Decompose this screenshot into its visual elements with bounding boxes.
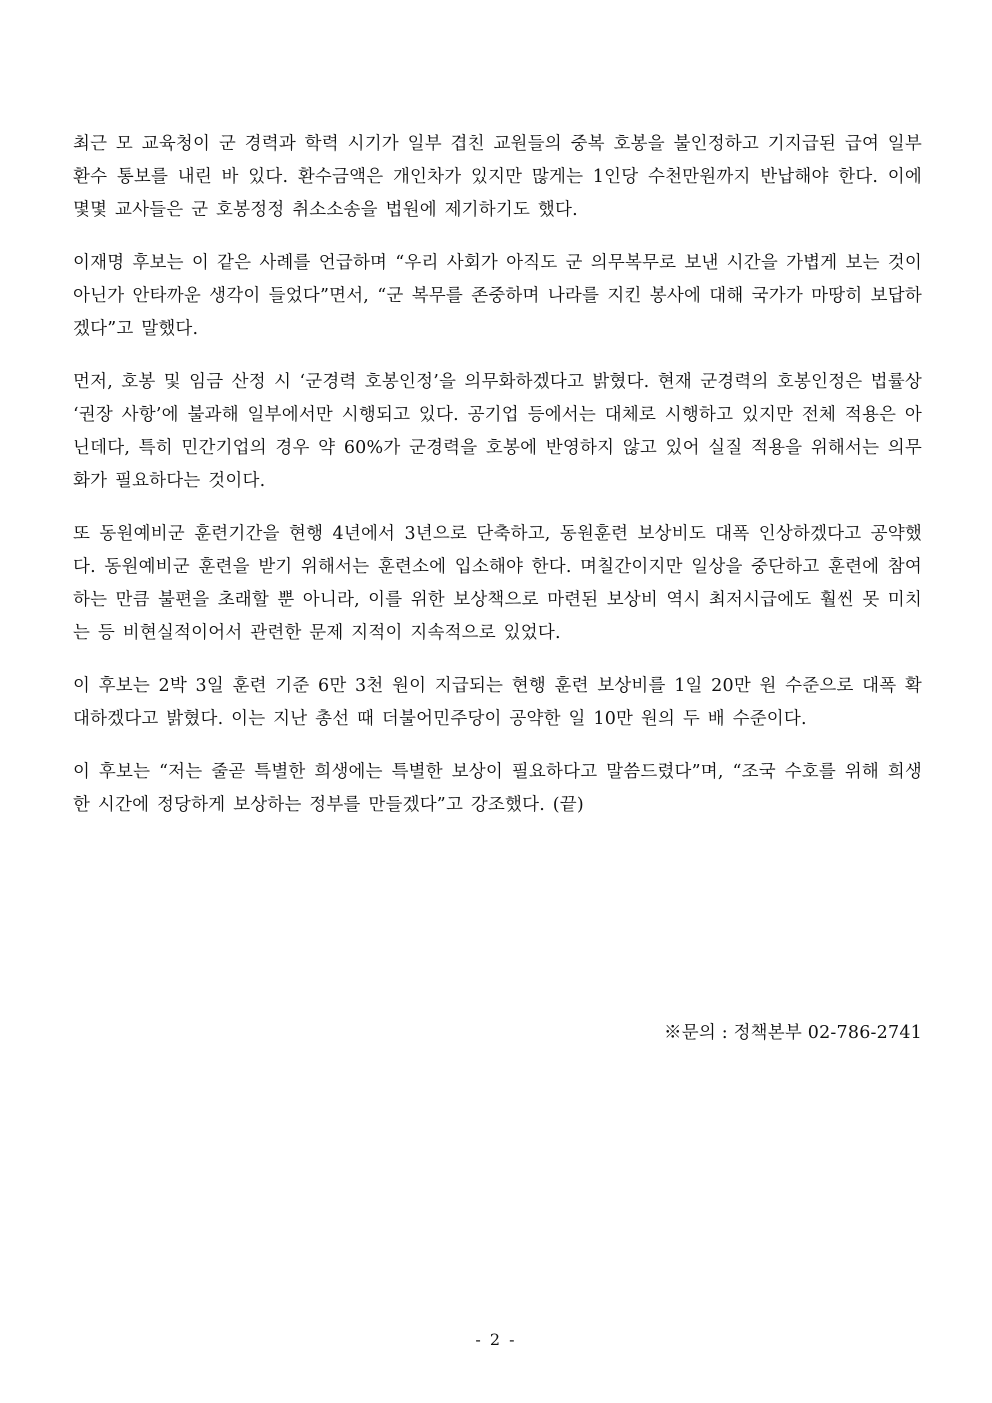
paragraph-6: 이 후보는 “저는 줄곧 특별한 희생에는 특별한 보상이 필요하다고 말씀드렸다”며, “조국 수호를 위해 희생한 시간에 정당하게 보상하는 정부를 만들겠다”고 강조했다. (끝) <box>73 762 922 815</box>
page-number: - 2 - <box>475 1330 517 1349</box>
paragraph-4: 또 동원예비군 훈련기간을 현행 4년에서 3년으로 단축하고, 동원훈련 보상비도 대폭 인상하겠다고 공약했다. 동원예비군 훈련을 받기 위해서는 훈련소에 입소해야 한다. 며칠간이지만 일상을 중단하고 훈련에 참여하는 만큼 불편을 초래할 뿐 아니라, 이를 위한 보상책으로 마련된 보상비 역시 최저시급에도 훨씬 못 미치는 등 비현실적이어서 관련한 문제 지적이 지속적으로 있었다. <box>73 524 922 643</box>
paragraph-2: 이재명 후보는 이 같은 사례를 언급하며 “우리 사회가 아직도 군 의무복무로 보낸 시간을 가볍게 보는 것이 아닌가 안타까운 생각이 들었다”면서, “군 복무를 존중하며 나라를 지킨 봉사에 대해 국가가 마땅히 보답하겠다”고 말했다. <box>73 253 922 339</box>
paragraph-5: 이 후보는 2박 3일 훈련 기준 6만 3천 원이 지급되는 현행 훈련 보상비를 1일 20만 원 수준으로 대폭 확대하겠다고 밝혔다. 이는 지난 총선 때 더불어민주당이 공약한 일 10만 원의 두 배 수준이다. <box>73 676 922 729</box>
contact-info: ※문의 : 정책본부 02-786-2741 <box>664 1023 922 1043</box>
paragraph-1: 최근 모 교육청이 군 경력과 학력 시기가 일부 겹친 교원들의 중복 호봉을 불인정하고 기지급된 급여 일부 환수 통보를 내린 바 있다. 환수금액은 개인차가 있지만 많게는 1인당 수천만원까지 반납해야 한다. 이에 몇몇 교사들은 군 호봉정정 취소소송을 법원에 제기하기도 했다. <box>73 134 922 220</box>
document-body <box>73 128 922 842</box>
paragraph-3: 먼저, 호봉 및 임금 산정 시 ‘군경력 호봉인정’을 의무화하겠다고 밝혔다. 현재 군경력의 호봉인정은 법률상 ‘권장 사항’에 불과해 일부에서만 시행되고 있다. 공기업 등에서는 대체로 시행하고 있지만 전체 적용은 아닌데다, 특히 민간기업의 경우 약 60%가 군경력을 호봉에 반영하지 않고 있어 실질 적용을 위해서는 의무화가 필요하다는 것이다. <box>73 372 922 491</box>
